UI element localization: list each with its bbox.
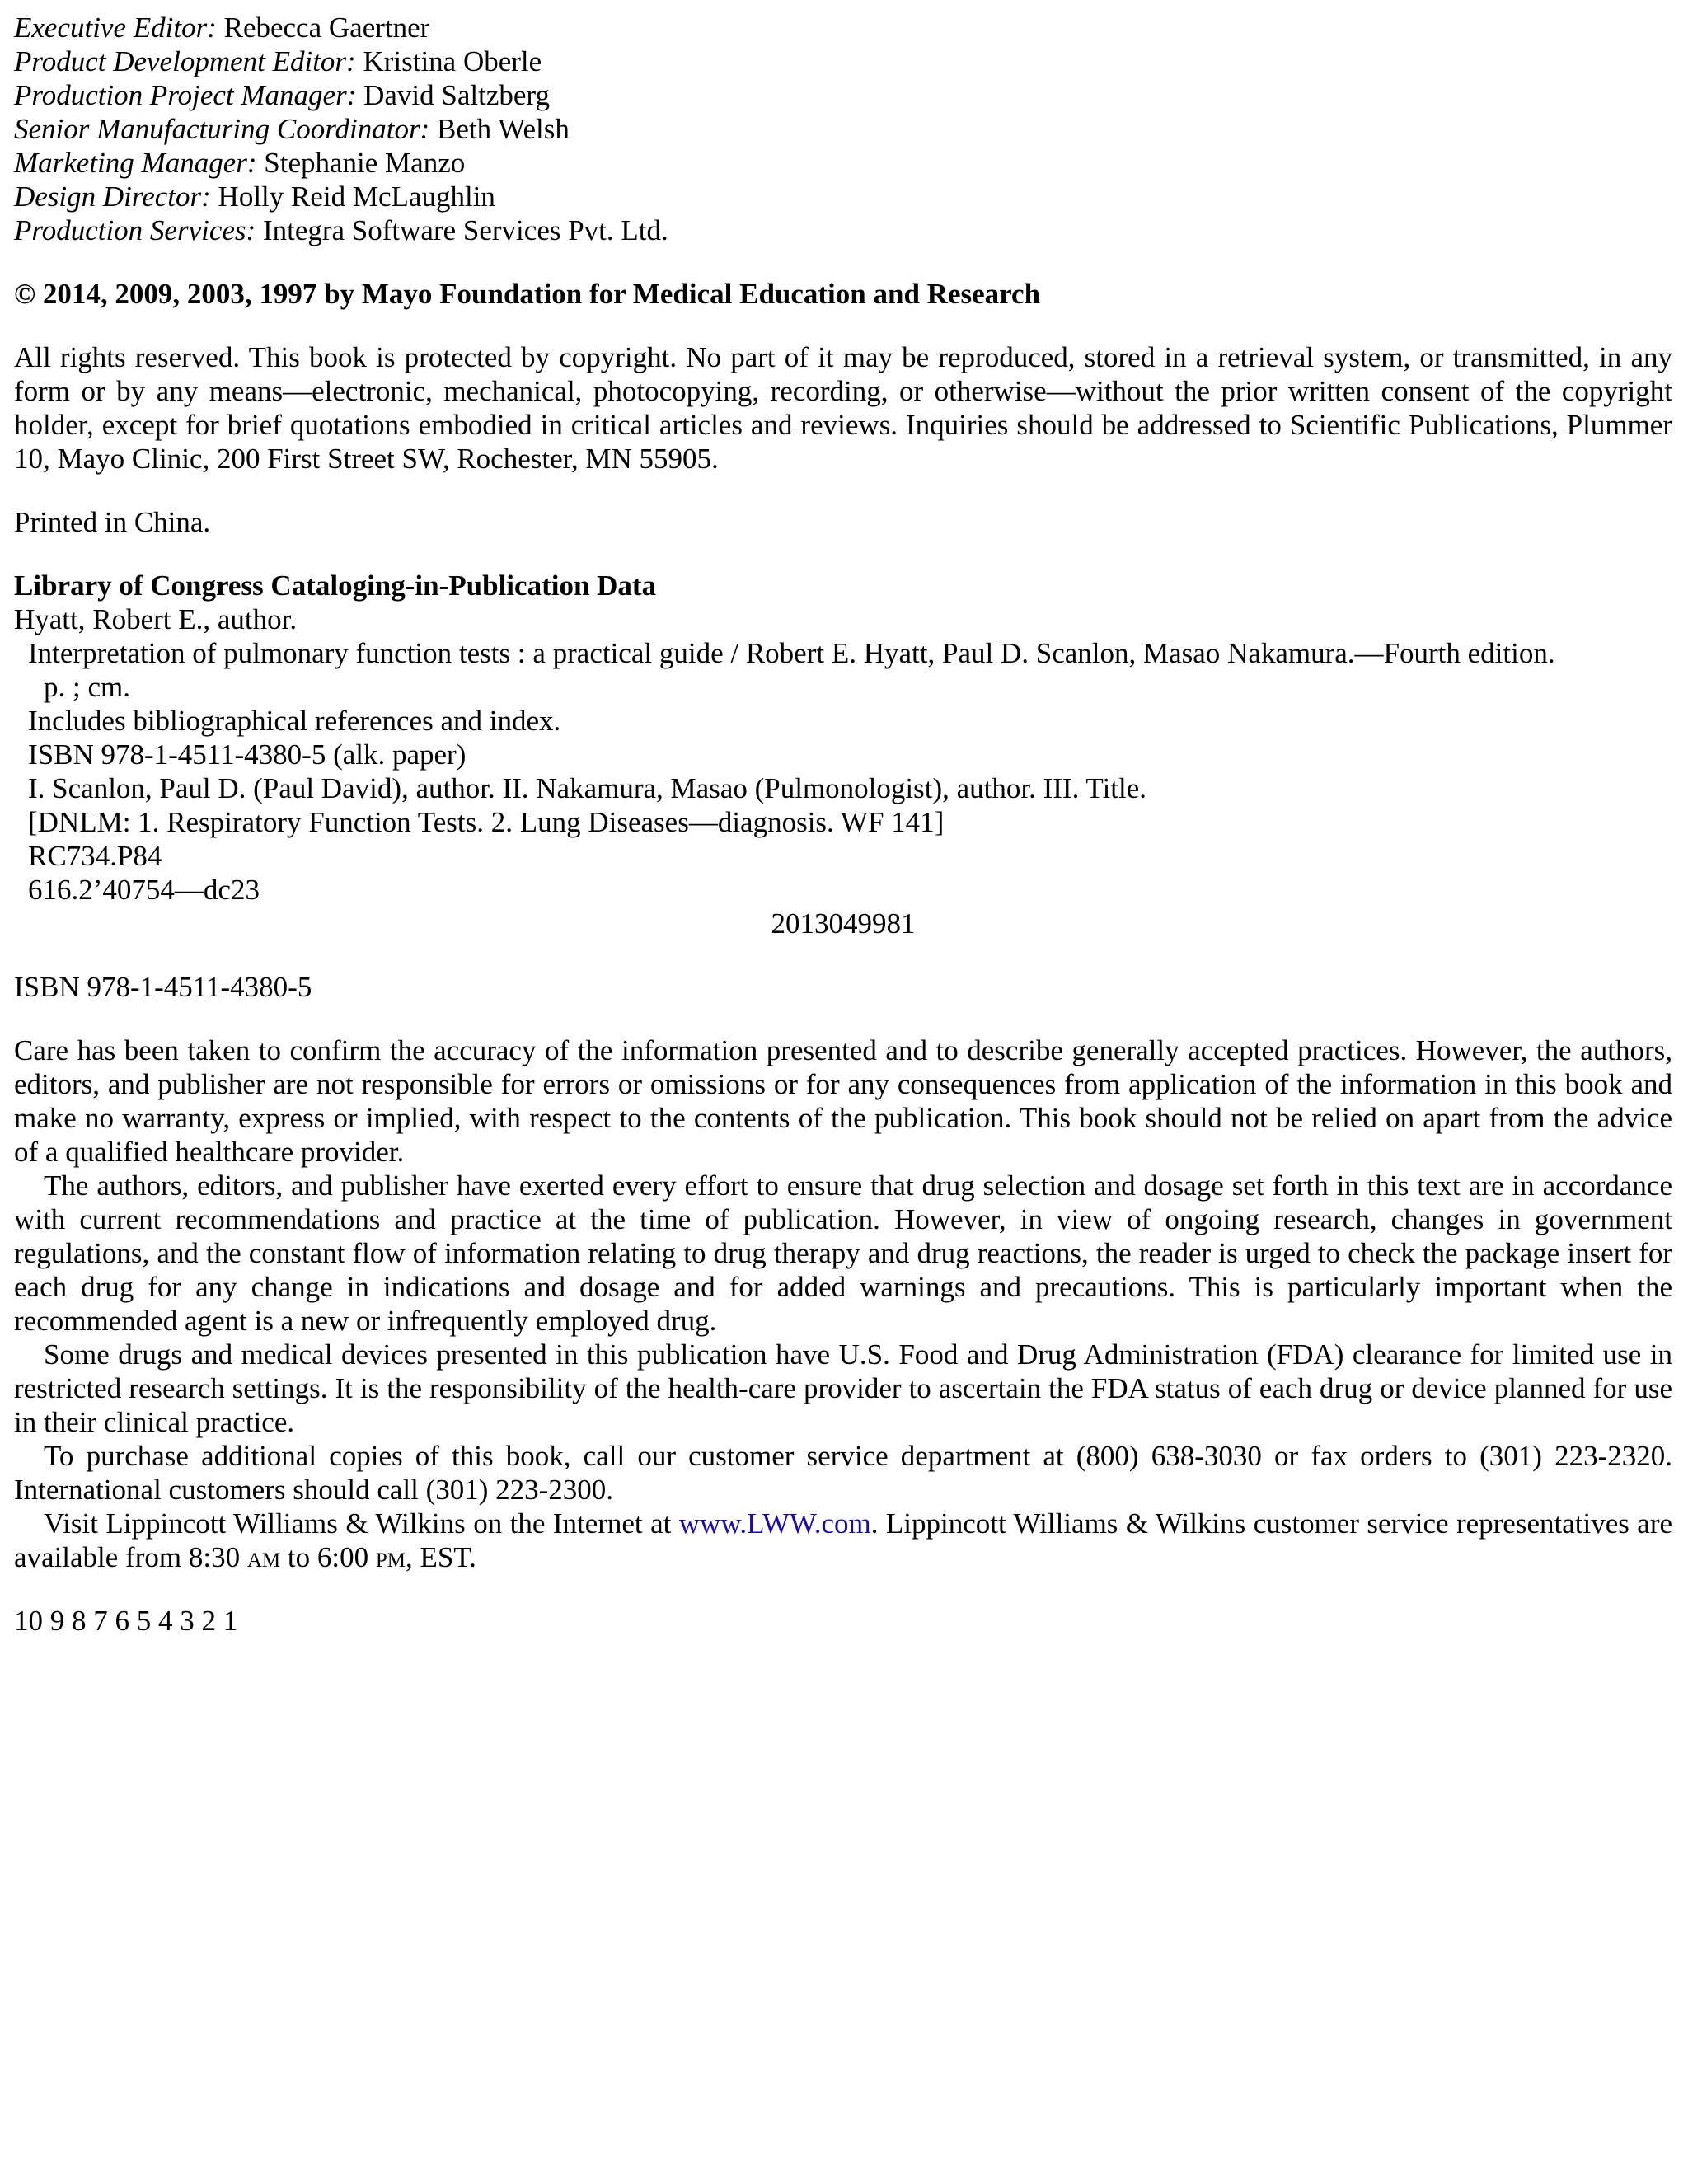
credit-name: Stephanie Manzo — [264, 147, 466, 179]
credit-role: Production Project Manager: — [14, 79, 357, 111]
credit-name: Holly Reid McLaughlin — [218, 180, 495, 213]
website-text-mid: . Lippincott Williams & Wilkins customer service representatives are available from 8:30 — [14, 1507, 1673, 1573]
disclaimer-block — [14, 1033, 1672, 1574]
pm-label: pm — [375, 1541, 406, 1573]
cip-dnlm: [DNLM: 1. Respiratory Function Tests. 2. Lung Diseases—diagnosis. WF 141] — [28, 806, 945, 838]
cip-isbn: ISBN 978-1-4511-4380-5 (alk. paper) — [28, 738, 467, 771]
credit-line — [14, 112, 1672, 146]
cip-added-entries: I. Scanlon, Paul D. (Paul David), author. II. Nakamura, Masao (Pulmonologist), author. III. Title. — [28, 772, 1147, 804]
cip-title: Interpretation of pulmonary function tests : a practical guide / Robert E. Hyatt, Paul D. Scanlon, Masao Nakamura.—Fourth edition. — [28, 637, 1555, 669]
disclaimer-paragraph: The authors, editors, and publisher have exerted every effort to ensure that drug selection and dosage set forth in this text are in accordance with current recommendations and practice at the time of publication. However, in view of ongoing research, changes in government regulations, and the constant flow of information relating to drug therapy and drug reactions, the reader is urged to check the package insert for each drug for any change in indications and dosage and for added warnings and precautions. This is particularly important when the recommended agent is a new or infrequently employed drug. — [14, 1169, 1672, 1337]
cip-block — [14, 569, 1672, 940]
cip-includes: Includes bibliographical references and index. — [28, 705, 561, 737]
cip-heading: Library of Congress Cataloging-in-Publication Data — [14, 569, 657, 602]
credit-line — [14, 146, 1672, 180]
credit-name: Beth Welsh — [437, 113, 570, 145]
disclaimer-paragraph: To purchase additional copies of this book, call our customer service department at (800) 638-3030 or fax orders to (301) 223-2320. International customers should call (301) 223-2300. — [14, 1440, 1672, 1506]
credit-line — [14, 45, 1672, 78]
cip-lccn: 2013049981 — [771, 907, 916, 940]
credit-name: Rebecca Gaertner — [223, 12, 430, 44]
am-label: am — [246, 1541, 281, 1573]
credits-list — [14, 11, 1672, 247]
cip-author: Hyatt, Robert E., author. — [14, 603, 298, 635]
isbn-line: ISBN 978-1-4511-4380-5 — [14, 971, 312, 1003]
credit-line — [14, 11, 1672, 45]
credit-line — [14, 78, 1672, 112]
printing-number-line: 10 9 8 7 6 5 4 3 2 1 — [14, 1605, 238, 1637]
rights-paragraph: All rights reserved. This book is protected by copyright. No part of it may be reproduced, stored in a retrieval system, or transmitted, in any form or by any means—electronic, mechanical, photocopying, recording, or otherwise—without the prior written consent of the copyright holder, except for brief quotations embodied in critical articles and reviews. Inquiries should be addressed to Scientific Publications, Plummer 10, Mayo Clinic, 200 First Street SW, Rochester, MN 55905. — [14, 341, 1672, 475]
credit-name: Kristina Oberle — [363, 45, 542, 77]
cip-lc-class: RC734.P84 — [28, 840, 162, 872]
credit-role: Senior Manufacturing Coordinator: — [14, 113, 430, 145]
lww-website-link[interactable]: www.LWW.com — [678, 1507, 871, 1540]
printed-in: Printed in China. — [14, 506, 211, 538]
disclaimer-paragraph: Care has been taken to confirm the accuracy of the information presented and to describe generally accepted practices. However, the authors, editors, and publisher are not responsible for errors or omissions or for any consequences from application of the information in this book and make no warranty, express or implied, with respect to the contents of the publication. This book should not be relied on apart from the advice of a qualified healthcare provider. — [14, 1034, 1672, 1168]
credit-name: Integra Software Services Pvt. Ltd. — [262, 214, 668, 246]
cip-dewey: 616.2’40754—dc23 — [28, 874, 260, 906]
website-text-end: , EST. — [405, 1541, 476, 1573]
credit-role: Design Director: — [14, 180, 211, 213]
copyright-notice: © 2014, 2009, 2003, 1997 by Mayo Foundation for Medical Education and Research — [14, 278, 1041, 310]
credit-line — [14, 213, 1672, 247]
website-text-before: Visit Lippincott Williams & Wilkins on the Internet at — [44, 1507, 679, 1540]
credit-name: David Saltzberg — [363, 79, 550, 111]
credit-line — [14, 180, 1672, 213]
website-paragraph — [14, 1507, 1672, 1574]
disclaimer-paragraph: Some drugs and medical devices presented in this publication have U.S. Food and Drug Administration (FDA) clearance for limited use in restricted research settings. It is the responsibility of the health-care provider to ascertain the FDA status of each drug or device planned for use in their clinical practice. — [14, 1338, 1672, 1438]
credit-role: Executive Editor: — [14, 12, 217, 44]
credit-role: Marketing Manager: — [14, 147, 257, 179]
website-text-to: to 6:00 — [280, 1541, 376, 1573]
credit-role: Production Services: — [14, 214, 256, 246]
copyright-page — [14, 11, 1672, 1638]
cip-physical: p. ; cm. — [44, 671, 130, 703]
credit-role: Product Development Editor: — [14, 45, 356, 77]
